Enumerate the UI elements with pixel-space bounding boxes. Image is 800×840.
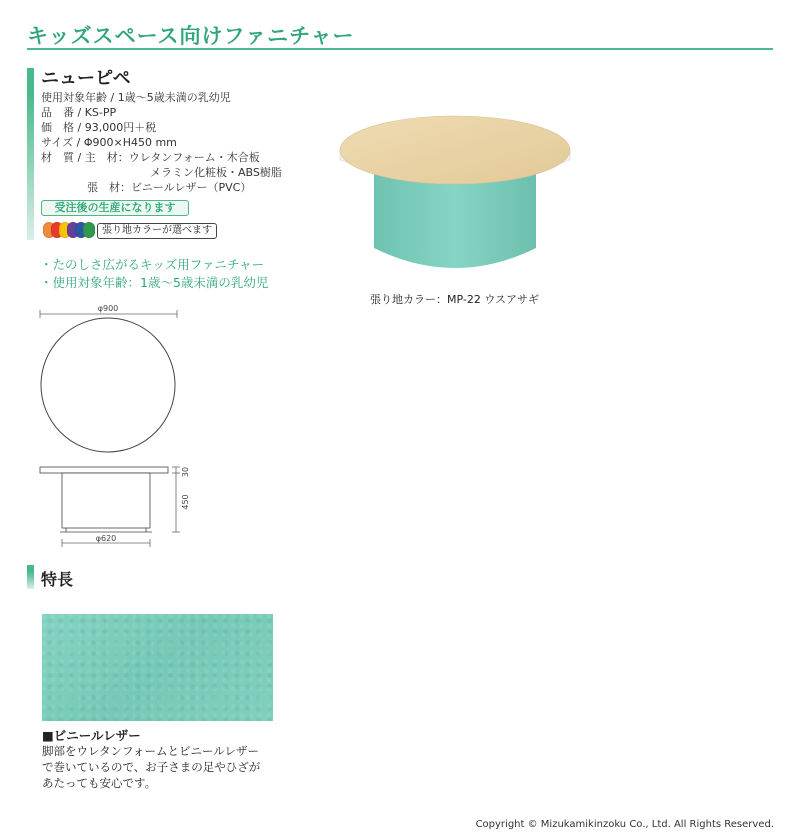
elevation-base — [62, 473, 150, 528]
base-diameter-label: φ620 — [95, 534, 117, 543]
material-description-line-3: あたっても安心です。 — [42, 776, 157, 790]
color-swatch — [83, 222, 95, 238]
spec-material-main: 材 質 / 主 材：ウレタンフォーム・木合板 — [41, 151, 260, 164]
spec-material-upholstery: 張 材：ビニールレザー（PVC） — [87, 181, 252, 194]
features-section-header — [27, 565, 277, 589]
dimension-drawing — [30, 300, 210, 550]
spec-material-main-continued: メラミン化粧板・ABS樹脂 — [150, 166, 282, 179]
feature-line-2: ・使用対象年齢：1歳〜5歳未満の乳幼児 — [40, 275, 269, 290]
plan-view-circle — [41, 318, 175, 452]
top-diameter-label: φ900 — [97, 304, 119, 313]
feature-line-1: ・たのしさ広がるキッズ用ファニチャー — [40, 257, 265, 272]
color-swatch-strip — [43, 222, 99, 238]
spec-price: 価 格 / 93,000円＋税 — [41, 121, 157, 134]
material-description-line-1: 脚部をウレタンフォームとビニールレザー — [42, 744, 259, 758]
features-section-title: 特長 — [41, 570, 74, 589]
product-photo-caption: 張り地カラー：MP-22 ウスアサギ — [370, 293, 540, 306]
spec-age: 使用対象年齢 / 1歳〜5歳未満の乳幼児 — [41, 91, 231, 104]
vinyl-leather-sample-image — [42, 614, 273, 721]
spec-size: サイズ / Φ900×H450 mm — [41, 136, 177, 149]
copyright-notice: Copyright © Mizukamikinzoku Co., Ltd. All Rights Reserved. — [475, 819, 774, 830]
title-divider — [27, 48, 773, 50]
elevation-top — [40, 467, 168, 473]
color-options-badge: 張り地カラーが選べます — [97, 223, 217, 239]
height-label: 450 — [181, 494, 190, 510]
spec-code: 品 番 / KS-PP — [41, 106, 117, 119]
page-title: キッズスペース向けファニチャー — [27, 24, 355, 48]
material-title: ■ビニールレザー — [42, 728, 141, 743]
product-name-accent-bar — [27, 68, 34, 240]
made-to-order-badge: 受注後の生産になります — [41, 200, 189, 216]
top-thickness-label: 30 — [181, 466, 190, 478]
product-photo — [330, 108, 580, 288]
product-top-surface — [340, 116, 570, 184]
section-accent-bar — [27, 565, 34, 589]
material-description-line-2: で巻いているので、お子さまの足やひざが — [42, 760, 261, 774]
product-name: ニューピペ — [41, 68, 131, 89]
